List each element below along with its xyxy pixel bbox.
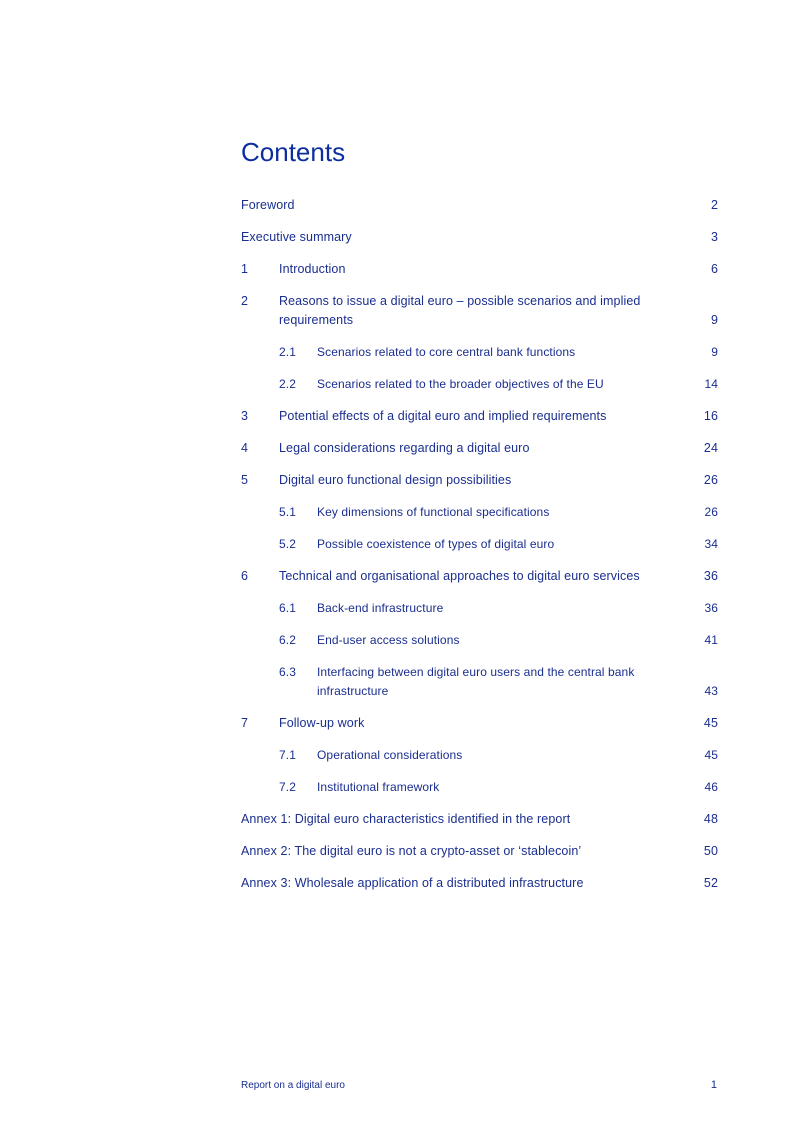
toc-entry-number: 2.1 (279, 345, 296, 359)
toc-entry-number: 5.2 (279, 537, 296, 551)
footer-page-number: 1 (710, 1079, 717, 1091)
toc-entry-number: 1 (241, 262, 249, 276)
toc-entry[interactable] (241, 567, 718, 586)
toc-entry-number: 2.2 (279, 377, 296, 391)
toc-entry[interactable] (241, 228, 718, 247)
toc-entry-number: 3 (241, 409, 249, 423)
toc-entry-label[interactable]: Foreword (241, 198, 295, 212)
toc-entry-label[interactable]: Scenarios related to core central bank functions (317, 345, 576, 359)
toc-entry-page[interactable]: 52 (703, 876, 718, 890)
toc-entry[interactable] (241, 196, 718, 215)
toc-entry-label[interactable]: Back-end infrastructure (317, 601, 444, 615)
toc-entry-page[interactable]: 16 (703, 409, 718, 423)
toc-entry-number: 6.1 (279, 601, 296, 615)
toc-entry-number: 2 (241, 294, 249, 308)
toc-entry-label[interactable]: Interfacing between digital euro users and the central bank infrastructure (317, 665, 635, 698)
toc-entry-page[interactable]: 2 (710, 198, 718, 212)
toc-entry-label[interactable]: Potential effects of a digital euro and implied requirements (279, 409, 607, 423)
toc-entry-page[interactable]: 46 (704, 780, 718, 794)
toc-entry[interactable] (241, 874, 718, 893)
toc-entry-page[interactable]: 50 (703, 844, 718, 858)
toc-entry-label[interactable]: Digital euro functional design possibilities (279, 473, 512, 487)
toc-entry[interactable] (241, 778, 718, 797)
toc-entry-label[interactable]: Annex 1: Digital euro characteristics identified in the report (241, 812, 571, 826)
toc-entry-page[interactable]: 41 (704, 633, 718, 647)
toc-entry[interactable] (241, 260, 718, 279)
toc-entry-label[interactable]: Institutional framework (317, 780, 440, 794)
toc-entry-page[interactable]: 45 (704, 748, 718, 762)
toc-entry[interactable] (241, 535, 718, 554)
toc-entry[interactable] (241, 842, 718, 861)
toc-entry-page[interactable]: 36 (704, 601, 718, 615)
toc-entry-page[interactable]: 26 (703, 473, 718, 487)
toc-entry-page[interactable]: 45 (703, 716, 718, 730)
toc-entry-number: 6.2 (279, 633, 296, 647)
toc-entry-page[interactable]: 36 (703, 569, 718, 583)
toc-entry-page[interactable]: 6 (710, 262, 718, 276)
toc-entry-label[interactable]: Legal considerations regarding a digital euro (279, 441, 530, 455)
table-of-contents (241, 196, 718, 906)
toc-entry-label[interactable]: Reasons to issue a digital euro – possible scenarios and implied requirements (279, 294, 641, 327)
toc-entry[interactable] (241, 714, 718, 733)
toc-entry-page[interactable]: 14 (704, 377, 718, 391)
toc-entry[interactable] (241, 375, 718, 394)
toc-entry-label[interactable]: Possible coexistence of types of digital euro (317, 537, 555, 551)
toc-entry[interactable] (241, 810, 718, 829)
toc-entry-label[interactable]: Annex 2: The digital euro is not a crypto-asset or ‘stablecoin’ (241, 844, 582, 858)
toc-entry-number: 4 (241, 441, 249, 455)
toc-entry-label[interactable]: Operational considerations (317, 748, 463, 762)
toc-entry-page[interactable]: 34 (704, 537, 718, 551)
toc-entry-page[interactable]: 9 (710, 313, 718, 327)
toc-entry-number: 7 (241, 716, 249, 730)
toc-entry[interactable] (241, 746, 718, 765)
toc-entry-label[interactable]: Technical and organisational approaches to digital euro services (279, 569, 640, 583)
toc-entry-label[interactable]: Annex 3: Wholesale application of a distributed infrastructure (241, 876, 584, 890)
toc-entry-label[interactable]: Introduction (279, 262, 346, 276)
toc-entry-number: 5 (241, 473, 249, 487)
toc-entry[interactable] (241, 503, 718, 522)
toc-entry[interactable] (241, 663, 718, 701)
toc-entry[interactable] (241, 407, 718, 426)
toc-entry-number: 5.1 (279, 505, 296, 519)
toc-entry-label[interactable]: Scenarios related to the broader objectives of the EU (317, 377, 604, 391)
toc-entry-number: 7.1 (279, 748, 296, 762)
toc-entry-page[interactable]: 48 (703, 812, 718, 826)
toc-entry[interactable] (241, 599, 718, 618)
toc-entry-number: 6 (241, 569, 249, 583)
toc-entry-number: 7.2 (279, 780, 296, 794)
toc-entry[interactable] (241, 631, 718, 650)
toc-entry-label[interactable]: Executive summary (241, 230, 352, 244)
toc-entry-label[interactable]: Follow-up work (279, 716, 365, 730)
toc-entry-number: 6.3 (279, 665, 296, 679)
toc-entry-page[interactable]: 9 (711, 345, 718, 359)
footer-document-title: Report on a digital euro (241, 1080, 345, 1091)
toc-entry-page[interactable]: 26 (704, 505, 718, 519)
toc-entry-label[interactable]: Key dimensions of functional specifications (317, 505, 550, 519)
toc-entry-label[interactable]: End-user access solutions (317, 633, 460, 647)
toc-entry-page[interactable]: 3 (710, 230, 718, 244)
toc-entry[interactable] (241, 471, 718, 490)
toc-entry[interactable] (241, 439, 718, 458)
toc-entry[interactable] (241, 343, 718, 362)
page-title: Contents (241, 137, 346, 167)
toc-entry-page[interactable]: 24 (703, 441, 718, 455)
toc-entry-page[interactable]: 43 (704, 684, 718, 698)
toc-entry[interactable] (241, 292, 718, 330)
